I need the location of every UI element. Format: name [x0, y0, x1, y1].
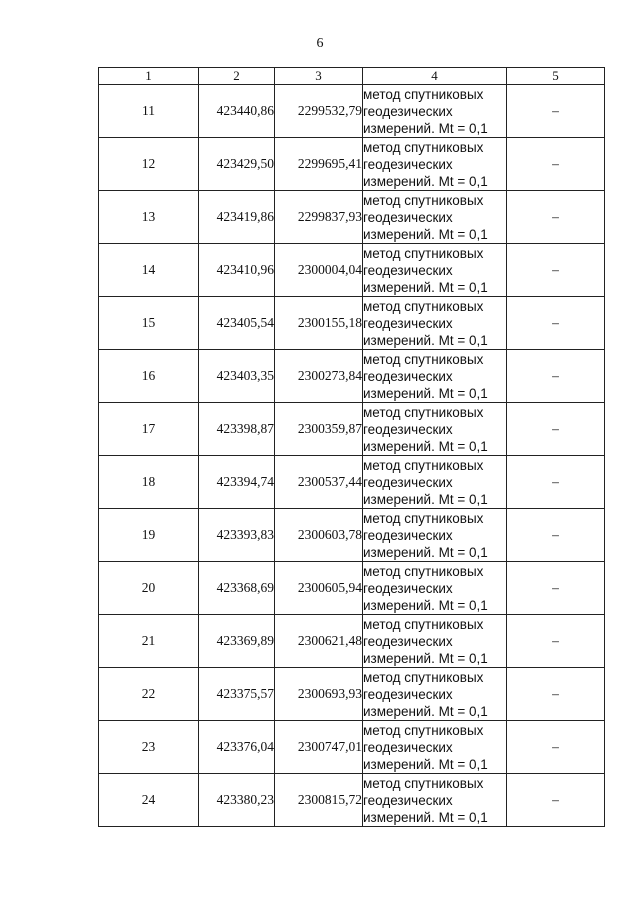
point-number-cell: 11	[99, 85, 199, 138]
note-cell: –	[507, 191, 605, 244]
y-coordinate-cell: 2300815,72	[275, 774, 363, 827]
method-cell	[363, 403, 507, 456]
method-line: измерений. Mt = 0,1	[363, 756, 488, 772]
table-row	[99, 191, 605, 244]
method-line: геодезических	[363, 792, 453, 808]
method-line: метод спутниковых	[363, 563, 484, 579]
method-line: измерений. Mt = 0,1	[363, 173, 488, 189]
coordinates-table	[98, 67, 605, 827]
table-row	[99, 615, 605, 668]
point-number-cell: 21	[99, 615, 199, 668]
table-row	[99, 562, 605, 615]
method-line: метод спутниковых	[363, 351, 484, 367]
y-coordinate-cell: 2299532,79	[275, 85, 363, 138]
method-line: измерений. Mt = 0,1	[363, 650, 488, 666]
method-line: метод спутниковых	[363, 669, 484, 685]
point-number-cell: 17	[99, 403, 199, 456]
x-coordinate-cell: 423375,57	[199, 668, 275, 721]
method-cell	[363, 615, 507, 668]
point-number-cell: 18	[99, 456, 199, 509]
method-line: измерений. Mt = 0,1	[363, 597, 488, 613]
table-row	[99, 668, 605, 721]
y-coordinate-cell: 2300004,04	[275, 244, 363, 297]
point-number-cell: 19	[99, 509, 199, 562]
y-coordinate-cell: 2300605,94	[275, 562, 363, 615]
method-line: метод спутниковых	[363, 775, 484, 791]
table-row	[99, 456, 605, 509]
x-coordinate-cell: 423369,89	[199, 615, 275, 668]
y-coordinate-cell: 2300155,18	[275, 297, 363, 350]
column-header: 2	[199, 68, 275, 85]
method-line: метод спутниковых	[363, 139, 484, 155]
method-line: метод спутниковых	[363, 722, 484, 738]
method-cell	[363, 191, 507, 244]
column-header: 3	[275, 68, 363, 85]
method-cell	[363, 297, 507, 350]
y-coordinate-cell: 2299837,93	[275, 191, 363, 244]
method-cell	[363, 562, 507, 615]
table-row	[99, 244, 605, 297]
y-coordinate-cell: 2300273,84	[275, 350, 363, 403]
note-cell: –	[507, 244, 605, 297]
method-line: геодезических	[363, 209, 453, 225]
method-line: геодезических	[363, 527, 453, 543]
note-cell: –	[507, 350, 605, 403]
x-coordinate-cell: 423393,83	[199, 509, 275, 562]
note-cell: –	[507, 562, 605, 615]
method-line: метод спутниковых	[363, 245, 484, 261]
y-coordinate-cell: 2300747,01	[275, 721, 363, 774]
note-cell: –	[507, 509, 605, 562]
point-number-cell: 13	[99, 191, 199, 244]
point-number-cell: 15	[99, 297, 199, 350]
point-number-cell: 20	[99, 562, 199, 615]
point-number-cell: 12	[99, 138, 199, 191]
method-cell	[363, 668, 507, 721]
method-line: геодезических	[363, 686, 453, 702]
table-body	[99, 85, 605, 827]
method-line: геодезических	[363, 739, 453, 755]
table-row	[99, 85, 605, 138]
column-header: 4	[363, 68, 507, 85]
point-number-cell: 14	[99, 244, 199, 297]
method-line: геодезических	[363, 368, 453, 384]
method-line: измерений. Mt = 0,1	[363, 332, 488, 348]
method-line: геодезических	[363, 633, 453, 649]
note-cell: –	[507, 85, 605, 138]
method-line: метод спутниковых	[363, 616, 484, 632]
method-line: геодезических	[363, 103, 453, 119]
method-line: геодезических	[363, 474, 453, 490]
method-cell	[363, 774, 507, 827]
method-line: измерений. Mt = 0,1	[363, 809, 488, 825]
note-cell: –	[507, 721, 605, 774]
method-cell	[363, 244, 507, 297]
method-line: геодезических	[363, 262, 453, 278]
table-header-row	[99, 68, 605, 85]
method-line: геодезических	[363, 580, 453, 596]
x-coordinate-cell: 423405,54	[199, 297, 275, 350]
note-cell: –	[507, 774, 605, 827]
point-number-cell: 23	[99, 721, 199, 774]
method-line: измерений. Mt = 0,1	[363, 385, 488, 401]
y-coordinate-cell: 2300621,48	[275, 615, 363, 668]
method-line: измерений. Mt = 0,1	[363, 279, 488, 295]
column-header: 1	[99, 68, 199, 85]
x-coordinate-cell: 423429,50	[199, 138, 275, 191]
method-line: геодезических	[363, 421, 453, 437]
note-cell: –	[507, 138, 605, 191]
point-number-cell: 16	[99, 350, 199, 403]
table-row	[99, 138, 605, 191]
method-line: измерений. Mt = 0,1	[363, 226, 488, 242]
method-line: геодезических	[363, 315, 453, 331]
method-line: измерений. Mt = 0,1	[363, 544, 488, 560]
table-row	[99, 774, 605, 827]
method-line: измерений. Mt = 0,1	[363, 120, 488, 136]
x-coordinate-cell: 423419,86	[199, 191, 275, 244]
method-line: метод спутниковых	[363, 298, 484, 314]
method-line: измерений. Mt = 0,1	[363, 703, 488, 719]
method-line: метод спутниковых	[363, 404, 484, 420]
method-cell	[363, 456, 507, 509]
x-coordinate-cell: 423403,35	[199, 350, 275, 403]
method-cell	[363, 138, 507, 191]
method-line: измерений. Mt = 0,1	[363, 438, 488, 454]
x-coordinate-cell: 423380,23	[199, 774, 275, 827]
method-cell	[363, 85, 507, 138]
method-line: метод спутниковых	[363, 192, 484, 208]
x-coordinate-cell: 423410,96	[199, 244, 275, 297]
x-coordinate-cell: 423368,69	[199, 562, 275, 615]
y-coordinate-cell: 2300603,78	[275, 509, 363, 562]
table-row	[99, 403, 605, 456]
x-coordinate-cell: 423376,04	[199, 721, 275, 774]
point-number-cell: 24	[99, 774, 199, 827]
y-coordinate-cell: 2300537,44	[275, 456, 363, 509]
note-cell: –	[507, 403, 605, 456]
method-cell	[363, 721, 507, 774]
x-coordinate-cell: 423394,74	[199, 456, 275, 509]
method-line: метод спутниковых	[363, 86, 484, 102]
table-row	[99, 297, 605, 350]
method-line: геодезических	[363, 156, 453, 172]
note-cell: –	[507, 615, 605, 668]
x-coordinate-cell: 423398,87	[199, 403, 275, 456]
method-line: метод спутниковых	[363, 457, 484, 473]
method-cell	[363, 509, 507, 562]
note-cell: –	[507, 297, 605, 350]
method-cell	[363, 350, 507, 403]
page-number: 6	[316, 36, 324, 51]
y-coordinate-cell: 2300359,87	[275, 403, 363, 456]
method-line: измерений. Mt = 0,1	[363, 491, 488, 507]
note-cell: –	[507, 456, 605, 509]
method-line: метод спутниковых	[363, 510, 484, 526]
point-number-cell: 22	[99, 668, 199, 721]
column-header: 5	[507, 68, 605, 85]
y-coordinate-cell: 2300693,93	[275, 668, 363, 721]
y-coordinate-cell: 2299695,41	[275, 138, 363, 191]
note-cell: –	[507, 668, 605, 721]
table-row	[99, 509, 605, 562]
x-coordinate-cell: 423440,86	[199, 85, 275, 138]
table-row	[99, 721, 605, 774]
table-row	[99, 350, 605, 403]
